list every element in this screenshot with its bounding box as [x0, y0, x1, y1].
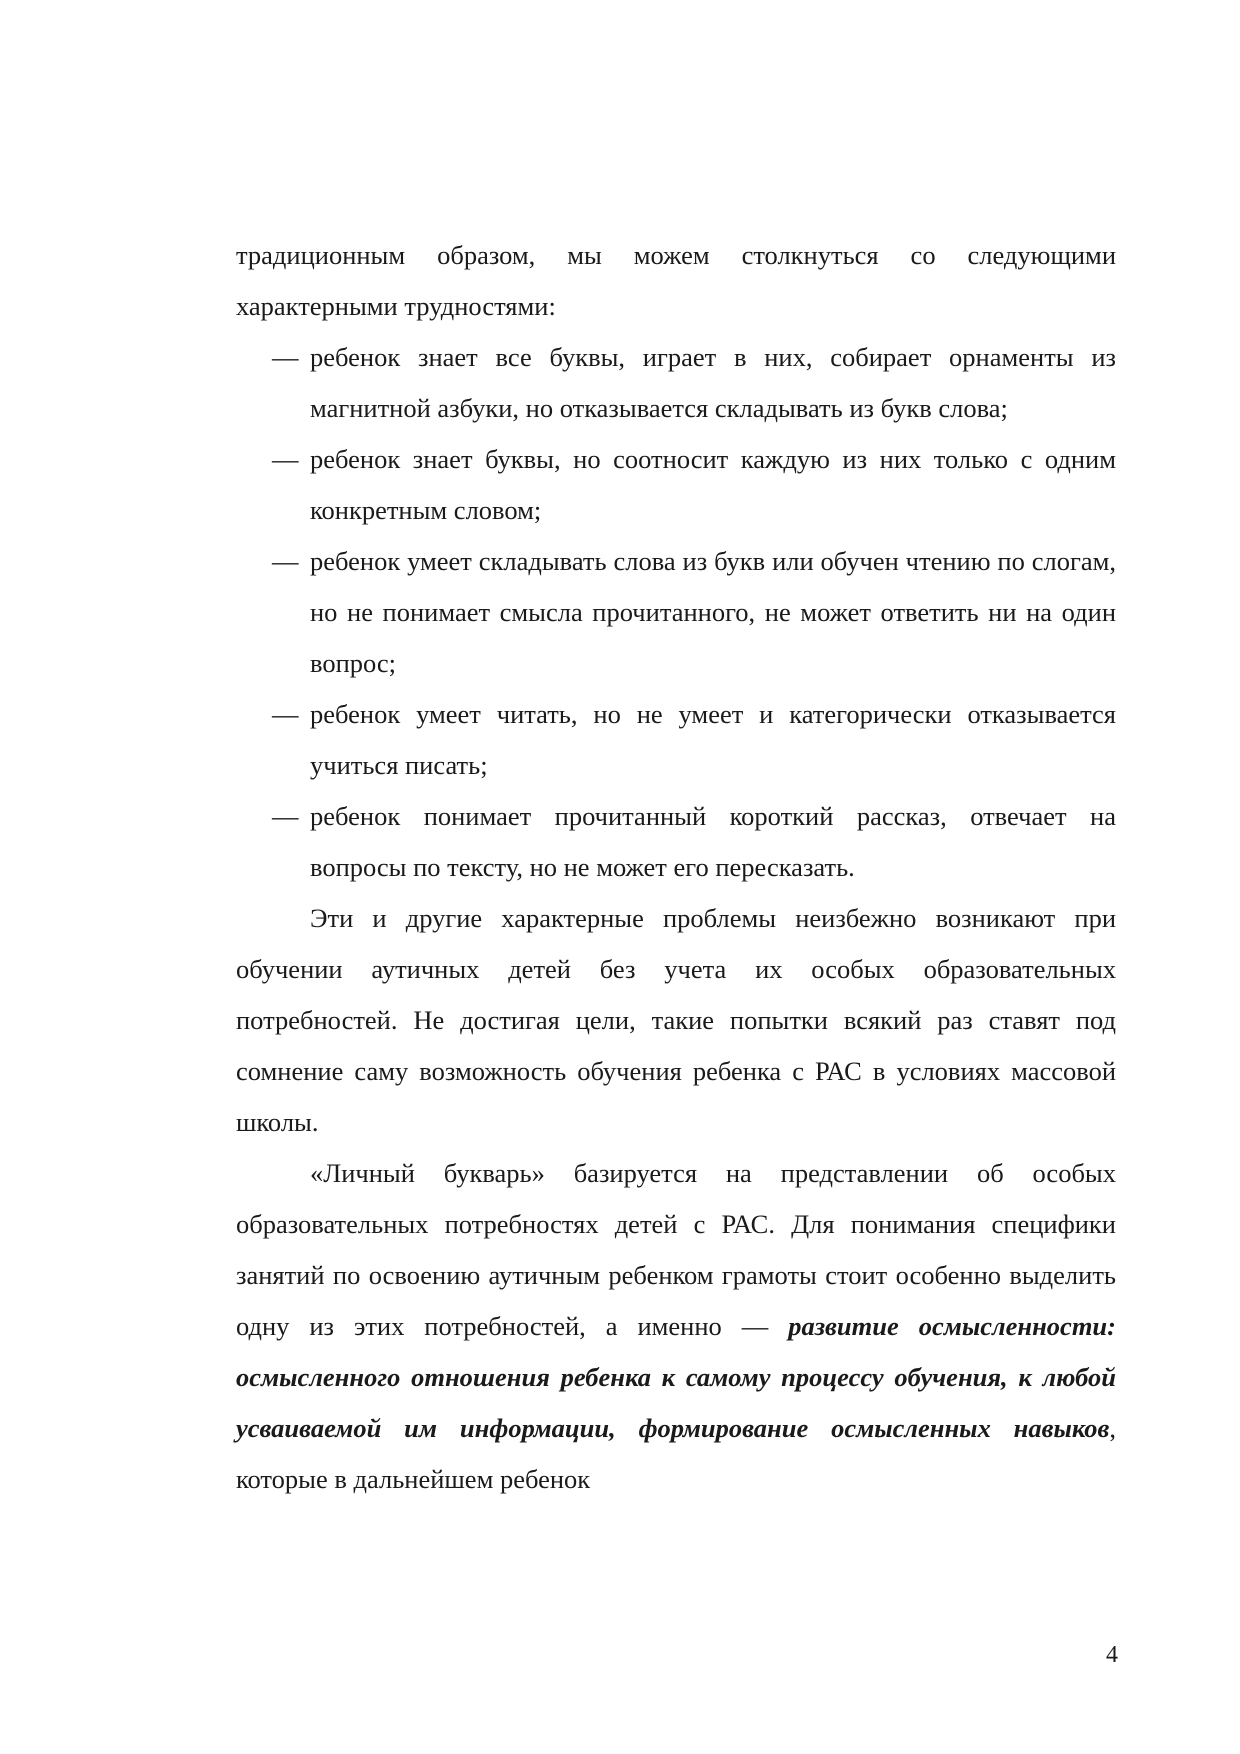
difficulties-list: [236, 332, 1116, 893]
list-item-text: ребенок знает все буквы, играет в них, собирает орнаменты из магнитной азбуки, но отказывается складывать из букв слова;: [310, 342, 1116, 423]
paragraph-problems: Эти и другие характерные проблемы неизбежно возникают при обучении аутичных детей без учета их особых образовательных потребностей. Не достигая цели, такие попытки всякий раз ставят под сомнение саму возможность обучения ребенка с РАС в условиях массовой школы.: [236, 903, 1116, 1137]
list-item: [236, 536, 1116, 689]
dash-marker: —: [272, 699, 299, 729]
list-item-text: ребенок умеет складывать слова из букв или обучен чтению по слогам, но не понимает смысла прочитанного, не может ответить ни на один вопрос;: [310, 546, 1116, 678]
list-item-text: ребенок умеет читать, но не умеет и категорически отказывается учиться писать;: [310, 699, 1116, 780]
dash-marker: —: [272, 444, 299, 474]
paragraph-primer-lead: «Личный букварь» базируется на представлении об особых образовательных потребностях детей с РАС. Для понимания специфики занятий по освоению аутичным ребенком грамоты стоит особенно выделить одну из этих потребностей, а именно —: [236, 1158, 1116, 1341]
list-item: [236, 434, 1116, 536]
paragraph-primer-emphasis: развитие осмысленности: осмысленного отношения ребенка к самому процессу обучения, к любой усваиваемой им информации, формирование осмысленных навыков: [236, 1311, 1116, 1443]
page-number: 4: [1106, 1642, 1118, 1668]
list-item-text: ребенок знает буквы, но соотносит каждую из них только с одним конкретным словом;: [310, 444, 1116, 525]
list-item: [236, 332, 1116, 434]
dash-marker: —: [272, 342, 299, 372]
document-body: [236, 230, 1116, 1505]
dash-marker: —: [272, 546, 299, 576]
list-item-text: ребенок понимает прочитанный короткий рассказ, отвечает на вопросы по тексту, но не может его пересказать.: [310, 801, 1116, 882]
list-item: [236, 791, 1116, 893]
list-item: [236, 689, 1116, 791]
intro-paragraph: традиционным образом, мы можем столкнуться со следующими характерными трудностями:: [236, 240, 1116, 321]
paragraph-primer: [236, 1148, 1116, 1505]
paragraph-primer-tail: , которые в дальнейшем ребенок: [236, 1413, 1116, 1494]
dash-marker: —: [272, 801, 299, 831]
